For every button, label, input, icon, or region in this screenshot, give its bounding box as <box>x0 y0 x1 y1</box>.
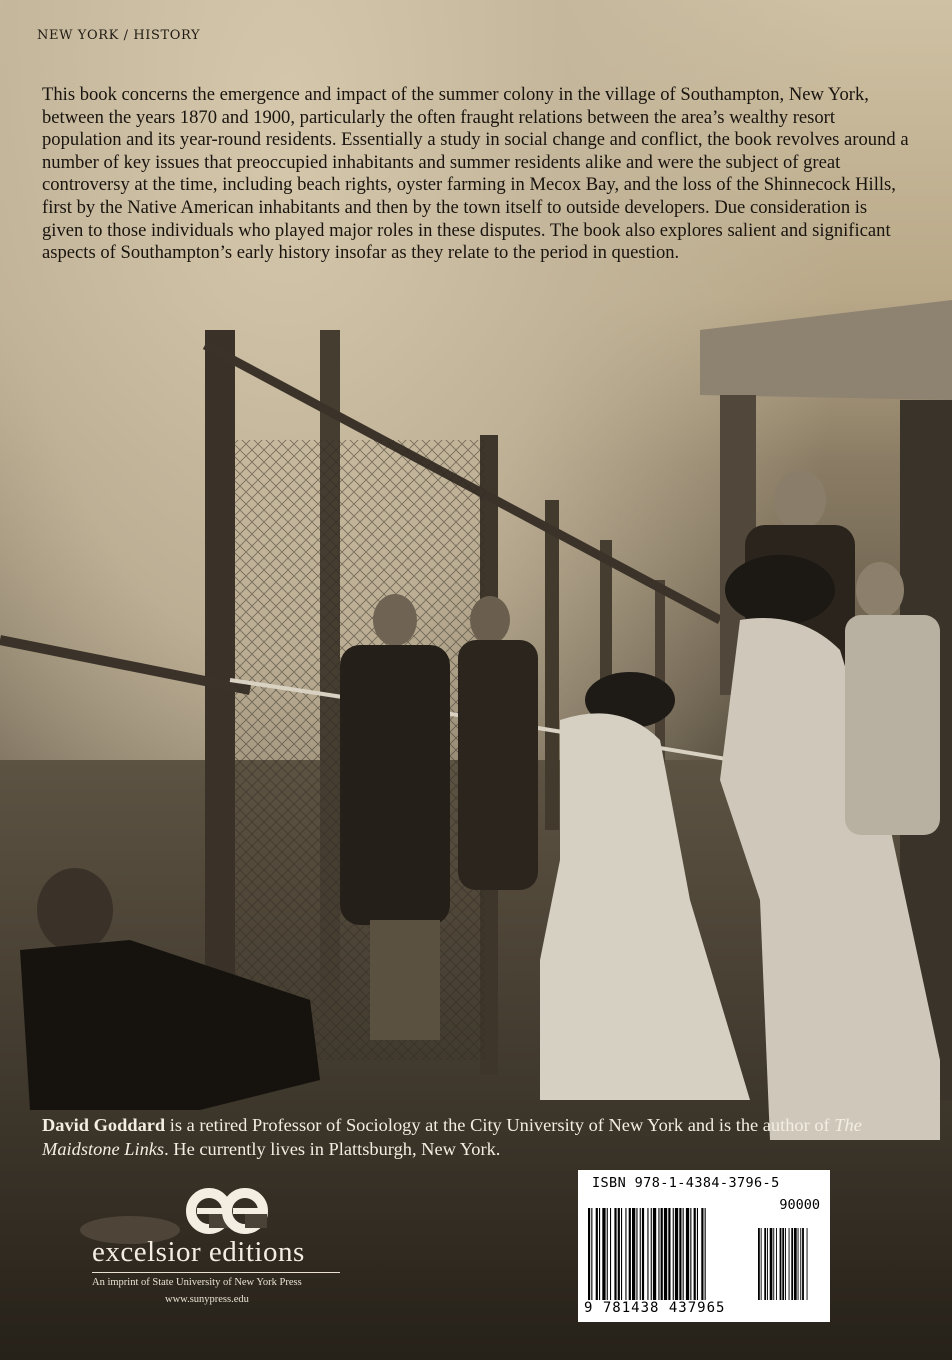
barcode-bar <box>679 1208 681 1300</box>
barcode-bar <box>701 1208 703 1300</box>
isbn-number: ISBN 978-1-4384-3796-5 <box>592 1175 780 1191</box>
publisher-logo <box>80 1186 380 1311</box>
barcode-bar <box>705 1208 706 1300</box>
barcode-bar <box>618 1208 620 1300</box>
price-bar <box>770 1228 773 1300</box>
author-name: David Goddard <box>42 1115 166 1135</box>
publisher-name: excelsior editions <box>92 1236 305 1268</box>
category-label: NEW YORK / HISTORY <box>37 28 201 43</box>
price-bar <box>807 1228 808 1300</box>
barcode-bar <box>683 1208 684 1300</box>
barcode-bar <box>642 1208 644 1300</box>
barcode-bar <box>602 1208 605 1300</box>
barcode-bar <box>686 1208 689 1300</box>
price-bar <box>776 1228 777 1300</box>
barcode-bar <box>664 1208 667 1300</box>
price-bar <box>782 1228 784 1300</box>
price-bar <box>780 1228 782 1300</box>
author-book-title: The Maidstone Links <box>42 1115 862 1159</box>
barcode-bar <box>694 1208 696 1300</box>
barcode-bar <box>647 1208 648 1300</box>
barcode-bar <box>629 1208 631 1300</box>
price-bar <box>798 1228 799 1300</box>
logo-divider <box>92 1272 340 1273</box>
barcode-bar <box>610 1208 611 1300</box>
barcode-bar <box>673 1208 674 1300</box>
barcode-bar <box>697 1208 698 1300</box>
barcode-bar <box>625 1208 626 1300</box>
barcode-bar <box>690 1208 691 1300</box>
price-bar <box>761 1228 762 1300</box>
price-bar <box>800 1228 801 1300</box>
publisher-imprint: An imprint of State University of New York Press <box>92 1277 302 1288</box>
barcode-bar <box>614 1208 616 1300</box>
author-bio-text-2: . He currently lives in Plattsburgh, New York. <box>164 1139 501 1159</box>
barcode-bar <box>651 1208 652 1300</box>
price-bar <box>773 1228 774 1300</box>
barcode-bar <box>596 1208 598 1300</box>
barcode-bar <box>632 1208 635 1300</box>
excelsior-ee-icon <box>175 1186 285 1236</box>
barcode-bar <box>661 1208 663 1300</box>
price-bar <box>764 1228 766 1300</box>
isbn-barcode <box>578 1170 830 1322</box>
price-code: 90000 <box>779 1197 820 1213</box>
price-bar <box>767 1228 768 1300</box>
barcode-bar <box>588 1208 590 1300</box>
barcode-bar <box>607 1208 608 1300</box>
barcode-bar <box>675 1208 678 1300</box>
barcode-bar <box>591 1208 592 1300</box>
author-bio-text-1: is a retired Professor of Sociology at the City University of New York and is the author of <box>165 1115 835 1135</box>
barcode-bar <box>658 1208 659 1300</box>
price-bar <box>791 1228 793 1300</box>
barcode-bar <box>653 1208 656 1300</box>
publisher-url: www.sunypress.edu <box>165 1294 249 1305</box>
price-bar <box>802 1228 804 1300</box>
price-bar <box>789 1228 790 1300</box>
price-bar <box>785 1228 786 1300</box>
price-bar <box>794 1228 797 1300</box>
barcode-bar <box>668 1208 670 1300</box>
barcode-bar <box>599 1208 600 1300</box>
author-bio <box>42 1113 912 1161</box>
barcode-bar <box>621 1208 622 1300</box>
barcode-bar <box>640 1208 641 1300</box>
barcode-bar <box>636 1208 637 1300</box>
book-description: This book concerns the emergence and impact of the summer colony in the village of Southampton, New York, between the years 1870 and 1900, particularly the often fraught relations between the area’s wealthy resort population and its year-round residents. Essentially a study in social change and conflict, the book revolves around a number of key issues that preoccupied inhabitants and summer residents alike and were the subject of great controversy at the time, including beach rights, oyster farming in Mecox Bay, and the loss of the Shinnecock Hills, first by the Native American inhabitants and then by the town itself to outside developers. Due consideration is given to those individuals who played major roles in these disputes. The book also explores salient and significant aspects of Southampton’s early history insofar as they relate to the period in question. <box>42 84 909 264</box>
barcode-digits: 9 781438 437965 <box>584 1300 726 1316</box>
price-bar <box>758 1228 760 1300</box>
